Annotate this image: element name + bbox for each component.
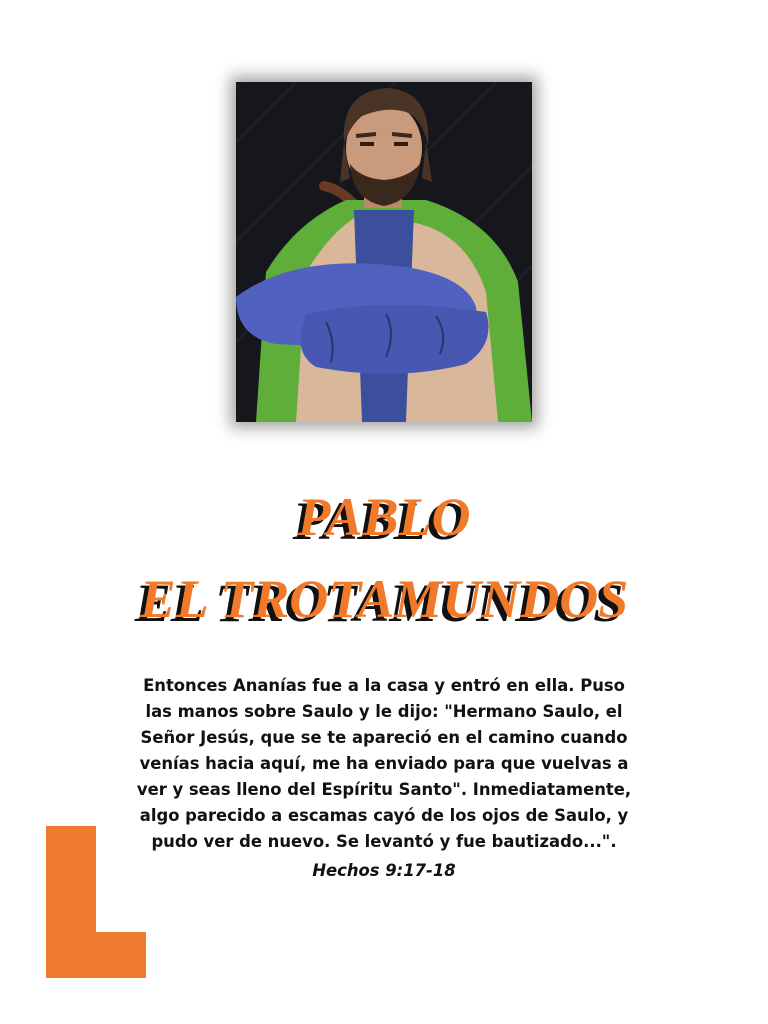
title-line-2: EL TROTAMUNDOS: [139, 569, 629, 629]
portrait-image: [236, 82, 532, 422]
title-line-1: PABLO: [297, 487, 471, 547]
corner-l-logo-icon: [46, 826, 146, 978]
verse-text: Entonces Ananías fue a la casa y entró en ella. Puso las manos sobre Saulo y le dijo: "Hermano Saulo, el Señor Jesús, que se te apareció en el camino cuando venías hacia aquí, me ha enviado para que vuelvas a ver y seas lleno del Espíritu Santo". Inmediatamente, algo parecido a escamas cayó de los ojos de Saulo, y pudo ver de nuevo. Se levantó y fue bautizado...".: [136, 676, 632, 851]
verse-reference: Hechos 9:17-18: [312, 861, 456, 880]
